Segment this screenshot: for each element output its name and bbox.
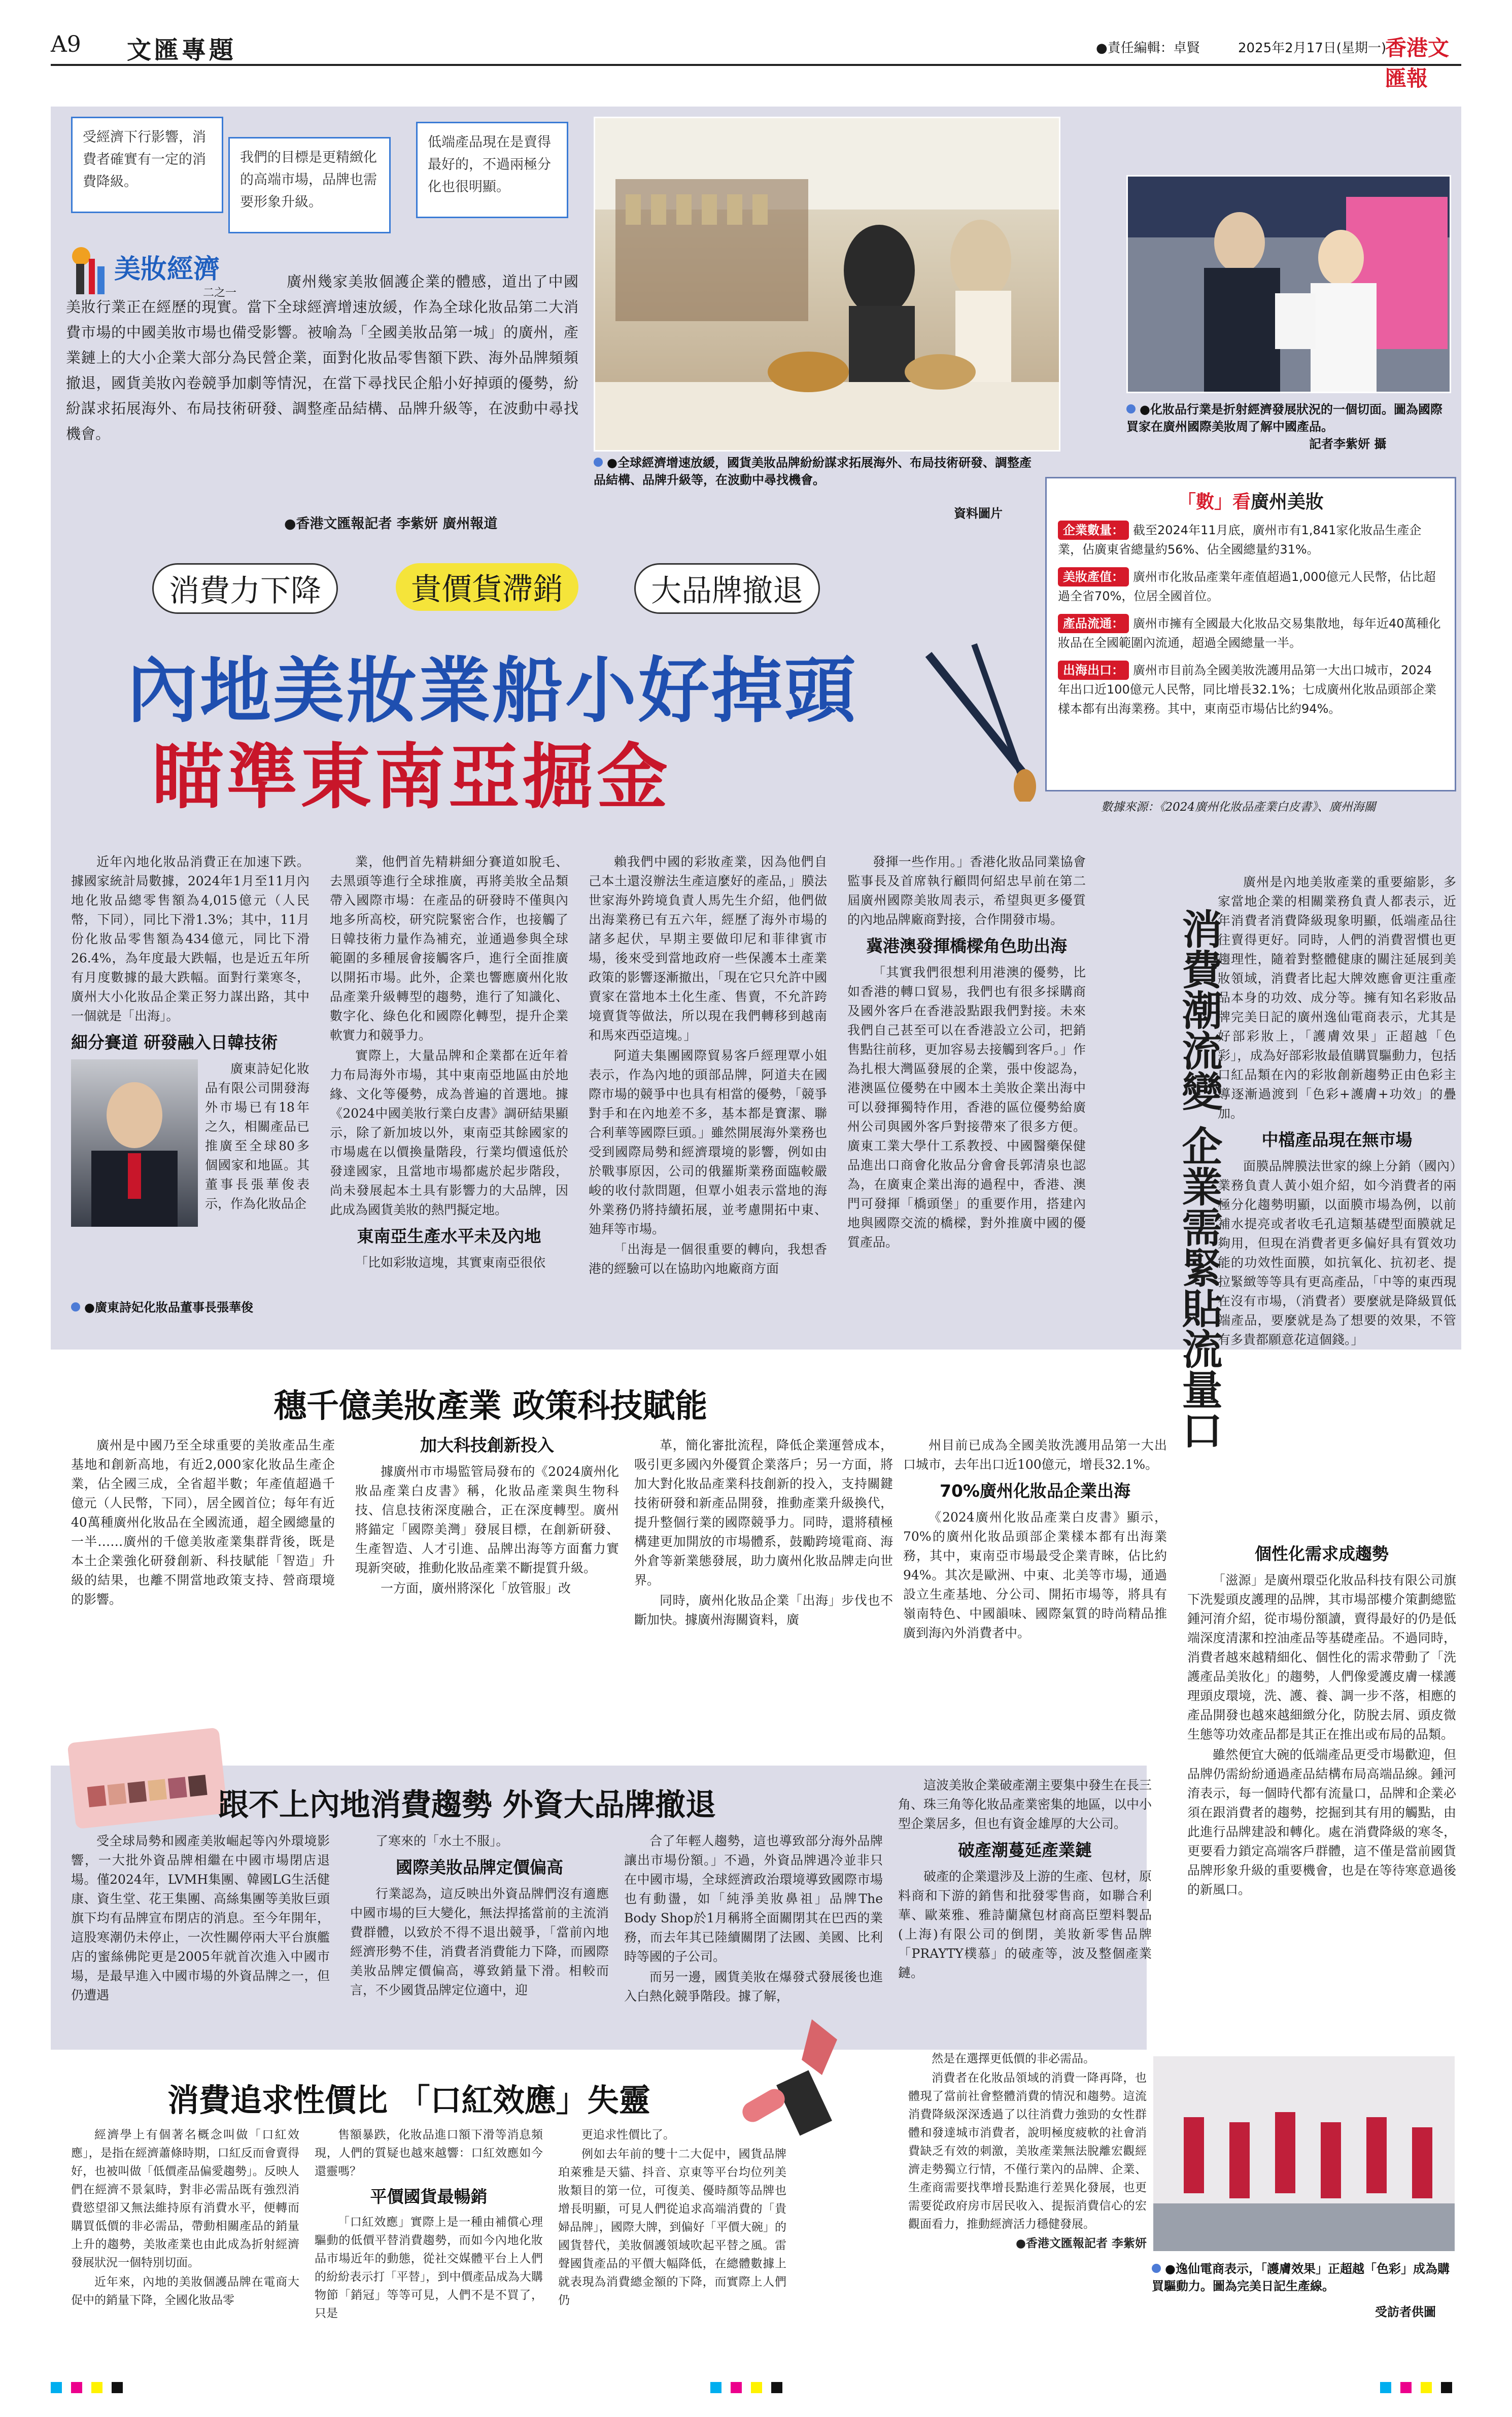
bullet-icon <box>1126 404 1136 413</box>
subheading: 個性化需求成趨勢 <box>1255 1544 1389 1564</box>
subheading: 中檔產品現在無市場 <box>1261 1130 1413 1150</box>
s3-col-4 <box>898 1776 1152 1984</box>
quote-3 <box>416 122 568 218</box>
issue-date: 2025年2月17日(星期一) <box>1238 41 1387 56</box>
page-header <box>51 30 1461 91</box>
lipstick-line-illustration <box>1153 2056 1456 2253</box>
s2-col-3 <box>634 1436 893 1631</box>
paragraph: 例如去年前的雙十二大促中，國貨品牌珀萊雅是天貓、抖音、京東等平台均位列美妝類目的第一位，可復美、優時顏等品牌也增長明顯，可見人們從追求高端消費的「貴婦品牌」，國際大牌，到偏好「平價大碗」的國貨替代，美妝個護領域吹起平替之風。雷聲國貨產品的平價大幅降低，在總體數據上就表現為消費總金額的下降，而實際上人們仍 <box>558 2148 786 2307</box>
fact-item <box>1058 661 1444 718</box>
paragraph: 賴我們中國的彩妝產業，因為他們自己本土還沒辦法生產這麼好的產品，」膜法世家海外跨境負責人馬先生介紹，他們做出海業務已有五六年，經歷了海外市場的諸多起伏，早期主要做印尼和菲律賓市場，後來受到當地政府一些保護本土產業政策的影響逐漸撤出，「現在它只允許中國賣家在當地本土化生產、售賣，不允許跨境賣貨等做法，所以現在我們轉移到越南和馬來西亞這塊。」 <box>589 854 827 1043</box>
paragraph: 了寒來的「水土不服」。 <box>375 1834 509 1848</box>
photo1-credit: 資料圖片 <box>954 506 1003 521</box>
bullet-icon <box>71 1302 80 1311</box>
section2-title: 穗千億美妝產業 政策科技賦能 <box>274 1388 708 1425</box>
fact-text: 廣州市化妝品產業年產值超過1,000億元人民幣，佔比超過全省70%，位居全國首位。 <box>1058 570 1436 603</box>
quote-1 <box>71 117 223 213</box>
fact-item <box>1058 567 1444 606</box>
photo1-caption-text: ●全球經濟增速放緩，國貨美妝品牌紛紛謀求拓展海外、布局技術研發、調整產品結構、品牌升級等，在波動中尋找機會。 <box>594 456 1032 487</box>
headline-2: 瞄準東南亞掘金 <box>152 736 671 819</box>
bullet-icon <box>594 458 603 467</box>
photo-shop-interior <box>594 117 1060 452</box>
photo2-caption-text: ●化妝品行業是折射經濟發展狀況的一個切面。圖為國際買家在廣州國際美妝周了解中國產品。 <box>1126 402 1442 434</box>
paragraph: 廣州是中國乃至全球重要的美妝產品生產基地和創新高地，有近2,000家化妝品生產企業，佔全國三成，全省超半數；年產值超過千億元（人民幣，下同），居全國首位；每年有近40萬種廣州化妝品在全國流通，超全國總量的一半……廣州的千億美妝產業集群背後，既是本土企業強化研發創新、科技賦能「智造」升級的結果，也離不開當地政策支持、營商環境的影響。 <box>71 1438 335 1607</box>
fact-item <box>1058 614 1444 652</box>
paragraph: 消費者在化妝品領域的消費一降再降，也體現了當前社會整體消費的情況和趨勢。這流消費降級深深透過了以往消費力強勁的女性群體和發達城市消費者，說明極度疲軟的社會消費缺乏有效的刺激，美妝產業無法脫離宏觀經濟走勢獨立行情，不僅行業內的品牌、企業、生產商需要找準增長點進行差異化發展，也更需要從政府房市居民收入、提振消費信心的宏觀面看力，推動經濟活力穩健發展。 <box>908 2071 1147 2231</box>
s4-col-4 <box>908 2050 1147 2253</box>
kicker-row <box>152 563 913 614</box>
paragraph: 雖然便宜大碗的低端產品更受市場歡迎，但品牌仍需紛紛通過產品結構布局高端品線。鍾河淯表示，每一個時代都有流量口，品牌和企業必須在跟消費者的趨勢，挖掘到其有用的觸點，由此進行品牌建設和轉化。處在消費降級的寒冬，更要看力鎖定高端客戶群體，這不僅是當前國貨品牌形象升級的重要機會，也是在等待寒意過後的新風口。 <box>1187 1747 1456 1897</box>
paragraph: 實際上，大量品牌和企業都在近年着力布局海外市場，其中東南亞地區由於地緣、文化等優勢，成為普遍的首選地。據《2024中國美妝行業白皮書》調研結果顯示，除了新加坡以外，東南亞其餘國家的市場處在以價換量階段，行業均價遠低於發達國家，且當地市場都處於起步階段，尚未發展起本土具有影響力的大品牌，因此成為國貨美妝的熱門擬定地。 <box>330 1048 568 1217</box>
quote-2-text: 我們的目標是更精緻化的高端市場，品牌也需要形象升級。 <box>240 150 377 210</box>
paragraph: 近年來，內地的美妝個護品牌在電商大促中的銷量下降，全國化妝品零 <box>71 2275 299 2307</box>
paragraph: 同時，廣州化妝品企業「出海」步伐也不斷加快。據廣州海關資料，廣 <box>634 1593 893 1627</box>
paragraph: 「口紅效應」實際上是一種由補償心理驅動的低價平替消費趨勢，而如今內地化妝品市場近年的動態，從社交媒體平台上人們的紛紛表示打「平替」，到中價產品成為大購物節「銷冠」等等可見，人們不是不買了，只是 <box>315 2216 543 2320</box>
paragraph: 售額暴跌，化妝品進口額下滑等消息頻現，人們的質疑也越來越響：口紅效應如今還靈嗎？ <box>315 2128 543 2178</box>
subheading: 冀港澳發揮橋樑角色助出海 <box>866 936 1067 956</box>
photo3-caption <box>71 1299 294 1316</box>
paragraph: 阿道夫集團國際貿易客戶經理覃小姐表示，作為內地的頭部品牌，阿道夫在國際市場的競爭中也具有相當的優勢，「競爭對手和在內地差不多，基本都是寶潔、聯合利華等國際巨頭。」雖然開展海外業務也受到國際局勢和經濟環境的影響，例如由於戰事原因，公司的俄羅斯業務面臨較嚴峻的收付款問題，但覃小姐表示當地的海外業務仍將持續拓展，並考慮開拓中東、廸拜等市場。 <box>589 1048 827 1236</box>
section-title: 文匯專題 <box>127 36 237 64</box>
s2-col-2 <box>355 1436 619 1599</box>
fact-label: 出海出口： <box>1058 661 1129 680</box>
s3-col-3 <box>624 1832 883 2007</box>
subheading: 東南亞生產水平未及內地 <box>357 1226 541 1246</box>
fact-label: 美妝產值： <box>1058 567 1129 586</box>
paragraph: 州目前已成為全國美妝洗護用品第一大出口城市，去年出口近100億元，增長32.1%。 <box>903 1438 1167 1472</box>
facts-title-pre: 「數」看 <box>1177 492 1251 512</box>
subheading: 加大科技創新投入 <box>420 1435 554 1455</box>
photo-lipstick-line <box>1152 2055 1456 2253</box>
s3-col-2 <box>350 1832 609 2001</box>
paragraph: 「比如彩妝這塊，其實東南亞很依 <box>355 1255 546 1270</box>
paragraph: 據廣州市市場監管局發布的《2024廣州化妝品產業白皮書》稱，化妝品產業與生物科技、信息技術深度融合，正在深度轉型。廣州將錨定「國際美灣」發展目標，在創新研發、生產智造、人才引進、品牌出海等方面奮力實現新突破，推動化妝品產業不斷提質升級。 <box>355 1464 619 1575</box>
paragraph: 經濟學上有個著名概念叫做「口紅效應」，是指在經濟蕭條時期，口紅反而會賣得好，也被叫做「低價產品偏愛趨勢」。反映人們在經濟不景氣時，對非必需品既有強烈消費慾望卻又無法維持原有消費水平，便轉而購買低價的非必需品，帶動相關產品的銷量上升的趨勢，美妝產業也由此成為折射經濟發展狀況一個特別切面。 <box>71 2128 299 2269</box>
series-name: 美妝經濟 <box>114 254 220 285</box>
facts-title-main: 廣州美妝 <box>1251 492 1324 512</box>
series-part: 二之一 <box>203 287 237 299</box>
paragraph: 破產的企業還涉及上游的生產、包材，原料商和下游的銷售和批發零售商，如聯合利華、歐萊雅、雅詩蘭黛包材商高臣塑料製品(上海)有限公司的倒閉，美妝新零售品牌「PRAYTY樸慕」的破產等，波及整個產業鏈。 <box>898 1869 1152 1980</box>
intro-paragraph: 廣州幾家美妝個護企業的體感，道出了中國美妝行業正在經歷的現實。當下全球經濟增速放緩，作為全球化妝品第二大消費市場的中國美妝市場也備受影響。被喻為「全國美妝品第一城」的廣州，產業鏈上的大小企業大部分為民營企業，面對化妝品零售額下跌、海外品牌頻頻撤退，國貨美妝內卷競爭加劇等情況，在當下尋找民企船小好掉頭的優勢，紛紛謀求拓展海外、布局技術研發、調整產品結構、品牌升級等，在波動中尋找機會。 <box>66 273 578 442</box>
subheading: 細分賽道 研發融入日韓技術 <box>71 1032 278 1052</box>
paragraph: 合了年輕人趨勢，這也導致部分海外品牌讓出市場份額。」不過，外資品牌遇冷並非只在中國市場，全球經濟政治環境導致國際市場也有動盪，如「純淨美妝鼻祖」品牌The Body Shop於1月稱將全面關閉其在巴西的業務，而去年其已陸續關閉了法國、美國、比利時等國的子公司。 <box>624 1834 883 1964</box>
makeup-brushes-icon <box>913 634 1045 802</box>
bullet-icon <box>1152 2264 1161 2273</box>
kicker-2: 貴價貨滯銷 <box>396 563 578 611</box>
intro-byline: ●香港文匯報記者 李紫妍 廣州報道 <box>284 516 498 532</box>
facts-box <box>1045 477 1456 791</box>
fact-item <box>1058 521 1444 559</box>
facts-title <box>1058 488 1444 513</box>
paragraph: 面膜品牌膜法世家的線上分銷（國內）業務負責人黃小姐介紹，如今消費者的兩極分化趨勢明顯，以面膜市場為例，以前補水提亮或者收毛孔這類基礎型面膜就足夠用，但現在消費者更多偏好具有質效功能的功效性面膜，如抗氧化、抗初老、提拉緊緻等等具有更高產品，「中等的東西現在沒有市場，（消費者）要麼就是降級買低端產品，要麼就是為了想要的效果，不管有多貴都願意花這個錢。」 <box>1218 1159 1456 1347</box>
side-title: 消費潮流變 企業需緊貼流量口 <box>1175 908 1222 1450</box>
editor: ●責任編輯：卓賢 <box>1096 41 1200 56</box>
photo4-caption-text: ●逸仙電商表示，「護膚效果」正超越「色彩」成為購買驅動力。圖為完美日記生產線。 <box>1152 2262 1450 2293</box>
paragraph: 廣東詩妃化妝品有限公司開發海外市場已有18年之久，相關產品已推廣至全球80多個國家和地區。其董事長張華俊表示，作為化妝品企 <box>205 1061 310 1211</box>
shop-scene-illustration <box>595 118 1060 452</box>
photo2-credit: 記者李紫妍 攝 <box>1309 437 1387 451</box>
paragraph: 業，他們首先精耕細分賽道如脫毛、去黑頭等進行全球推廣，再將美妝全品類帶入國際市場：在產品的研發時不僅與內地多所高校，研究院緊密合作，也接觸了日韓技術力量作為補充，並通過參與全球範圍的多種展會接觸客戶，進行全面推廣以開拓市場。此外，企業也響應廣州化妝品產業升級轉型的趨勢，進行了知識化、數字化、綠色化和國際化轉型，提升企業軟實力和競爭力。 <box>330 854 568 1043</box>
brand-logo: 香港文匯報 <box>1385 36 1450 91</box>
paragraph: 《2024廣州化妝品產業白皮書》顯示，70%的廣州化妝品頭部企業樣本都有出海業務，其中，東南亞市場最受企業青睞，佔比約94%。其次是歐洲、中東、北美等市場，通過設立生產基地、分公司、開拓市場等，將具有嶺南特色、中國韻味、國際氣質的時尚精品推廣到海內外消費者中。 <box>903 1510 1167 1640</box>
paragraph: 行業認為，這反映出外資品牌們沒有適應中國市場的巨大變化，無法捍搖當前的主流消費群體，以致於不得不退出競爭，「當前內地經濟形勢不佳，消費者消費能力下降，而國際美妝品牌定價偏高，導致銷量下滑。相較而言，不少國貨品牌定位適中，迎 <box>350 1886 609 1997</box>
intro-text <box>66 269 578 446</box>
paragraph: 發揮一些作用。」香港化妝品同業協會監事長及首席執行顧問何紹忠早前在第二屆廣州國際美妝周表示，希望與更多優質的內地品牌廠商對接，合作開發市場。 <box>847 854 1086 927</box>
main-col-3 <box>589 852 827 1280</box>
s4-col-1 <box>71 2126 299 2310</box>
lipstick-icon <box>731 1999 863 2141</box>
subheading: 平價國貨最暢銷 <box>370 2187 488 2206</box>
photo-buyers <box>1126 175 1451 393</box>
paragraph: 受全球局勢和國產美妝崛起等內外環境影響，一大批外資品牌相繼在中國市場閉店退場。僅2024年，LVMH集團、韓國LG生活健康、資生堂、花王集團、高絲集團等美妝巨頭旗下均有品牌宣布閉店的消息。至今年開年，這股寒潮仍未停止，一次性關停兩大平台旗艦店的蜜絲佛陀更是2005年就首次進入中國市場，是最早進入中國市場的外資品牌之一，但仍遭遇 <box>71 1834 330 2002</box>
section4-title: 消費追求性價比 「口紅效應」失靈 <box>167 2082 650 2119</box>
paragraph: 「其實我們很想利用港澳的優勢，比如香港的轉口貿易，我們也有很多採購商及國外客戶在香港設點跟我們對接。未來我們自己甚至可以在香港設立公司，把銷售點往前移，更加容易去接觸到客戶。」作為扎根大灣區發展的企業，張中俊認為，港澳區位優勢在中國本土美妝企業出海中可以發揮獨特作用，香港的區位優勢給廣州公司與國外客戶對接帶來了很多方便。廣東工業大學什工系教授、中國醫藥保健品進出口商會化妝品分會會長郭清泉也認為，在廣東企業出海的過程中，香港、澳門可發揮「橋頭堡」的重要作用，搭建內地與國際交流的橋樑，對外推廣中國的優質產品。 <box>847 965 1086 1250</box>
photo4-credit: 受訪者供圖 <box>1375 2305 1436 2319</box>
side-col <box>1218 873 1456 1351</box>
kicker-1: 消費力下降 <box>152 563 338 614</box>
facts-source: 數據來源：《2024廣州化妝品產業白皮書》、廣州海關 <box>1101 801 1376 814</box>
s4-col-2 <box>315 2126 543 2324</box>
paragraph: 而另一邊，國貨美妝在爆發式發展後也進入白熱化競爭階段。據了解， <box>624 1970 883 2004</box>
subheading: 破產潮蔓延產業鏈 <box>958 1840 1092 1860</box>
paragraph: 這波美妝企業破產潮主要集中發生在長三角、珠三角等化妝品產業密集的地區，以中小型企業居多，但也有資金雄厚的大公司。 <box>898 1778 1152 1831</box>
headline-1: 內地美妝業船小好掉頭 <box>127 649 858 733</box>
kicker-3: 大品牌撤退 <box>634 563 820 614</box>
buyers-scene-illustration <box>1128 177 1451 393</box>
fact-text: 截至2024年11月底，廣州市有1,841家化妝品生產企業，佔廣東省總量約56%、佔全國總量約31%。 <box>1058 523 1422 557</box>
paragraph: 革，簡化審批流程，降低企業運營成本，吸引更多國內外優質企業落戶；另一方面，將加大對化妝品產業科技創新的投入，支持關鍵技術研發和新產品開發，推動產業升級換代，提升整個行業的國際競爭力。同時，還將積極構建更加開放的市場體系，鼓勵跨境電商、海外倉等新業態發展，助力廣州化妝品牌走向世界。 <box>634 1438 893 1587</box>
print-color-bar <box>51 2379 1461 2395</box>
fact-label: 企業數量： <box>1058 521 1129 540</box>
s2-col-1 <box>71 1436 335 1610</box>
portrait-illustration <box>71 1059 198 1227</box>
side-col-lower <box>1187 1537 1456 1901</box>
main-col-4 <box>847 852 1086 1253</box>
paragraph: 一方面，廣州將深化「放管服」改 <box>381 1581 571 1596</box>
quote-3-text: 低端產品現在是賣得最好的，不過兩極分化也很明顯。 <box>428 134 551 195</box>
byline: ●香港文匯報記者 李紫妍 <box>1015 2237 1147 2250</box>
eyeshadow-palette-icon <box>66 1725 228 1832</box>
s3-col-1 <box>71 1832 330 2006</box>
main-col-1 <box>71 852 310 1232</box>
fact-text: 廣州市擁有全國最大化妝品交易集散地，每年近40萬種化妝品在全國範圍內流通，超過全國總量一半。 <box>1058 616 1441 650</box>
paragraph: 廣州是內地美妝產業的重要縮影，多家當地企業的相關業務負責人都表示，近年消費者消費降級現象明顯，低端產品往往賣得更好。同時，人們的消費習慣也更趨理性，隨着對整體健康的關注延展到美妝領域，消費者比起大牌效應會更注重產品本身的功效、成分等。擁有知名彩妝品牌完美日記的廣州逸仙電商表示，尤其是好部彩妝上，「護膚效果」正超越「色彩」，成為好部彩妝最值購買驅動力，包括口紅品類在內的彩妝創新趨勢正由色彩主導逐漸過渡到「色彩+護膚+功效」的疊加。 <box>1218 875 1456 1121</box>
registration-marks <box>51 2379 1461 2395</box>
s4-col-3 <box>558 2126 786 2310</box>
photo2-caption <box>1126 401 1451 435</box>
portrait-photo <box>71 1059 198 1227</box>
photo1-caption <box>594 454 1040 489</box>
subheading: 70%廣州化妝品企業出海 <box>940 1481 1130 1501</box>
s2-col-4 <box>903 1436 1167 1644</box>
fact-label: 產品流通： <box>1058 614 1129 633</box>
paragraph: 「滋源」是廣州環亞化妝品科技有限公司旗下洗髮頭皮護理的品牌，其市場部樓介策劃總監鍾河淯介紹，從市場份額讀，賣得最好的仍是低端深度清潔和控油產品等基礎產品。不過同時，消費者越來越精細化、個性化的需求帶動了「洗護產品美妝化」的趨勢，人們像愛護皮膚一樣護理頭皮環境，洗、護、養、調一步不落，相應的產品開發也越來越細緻分化，防脫去屑、頭皮微生態等功效產品都是其正在推出或布局的品類。 <box>1187 1573 1456 1742</box>
quote-2 <box>228 137 391 233</box>
section3-title: 跟不上內地消費趨勢 外資大品牌撤退 <box>218 1787 716 1823</box>
paragraph: 「出海是一個很重要的轉向，我想香港的經驗可以在協助內地廠商方面 <box>589 1242 827 1276</box>
quote-1-text: 受經濟下行影響，消費者確實有一定的消費降級。 <box>83 129 206 190</box>
subheading: 國際美妝品牌定價偏高 <box>396 1857 563 1877</box>
page-number: A9 <box>51 31 81 57</box>
fact-text: 廣州市目前為全國美妝洗護用品第一大出口城市，2024年出口近100億元人民幣，同比增長32.1%；七成廣州化妝品頭部企業樣本都有出海業務。其中，東南亞市場佔比約94%。 <box>1058 663 1437 716</box>
paragraph: 近年內地化妝品消費正在加速下跌。據國家統計局數據，2024年1月至11月內地化妝品總零售額為4,015億元（人民幣，下同），同比下滑1.3%；其中，11月份化妝品零售額為434億元，同比下滑26.4%，為年度最大跌幅，也是近五年所有月度數據的最大跌幅。面對行業寒冬，廣州大小化妝品企業正努力謀出路，其中一個就是「出海」。 <box>71 854 310 1023</box>
paragraph: 更追求性價比了。 <box>581 2128 675 2142</box>
photo3-caption-text: ●廣東詩妃化妝品董事長張華俊 <box>84 1300 253 1315</box>
paragraph: 然是在選擇更低價的非必需品。 <box>932 2052 1095 2065</box>
photo4-caption <box>1152 2260 1456 2295</box>
main-col-2 <box>330 852 568 1273</box>
